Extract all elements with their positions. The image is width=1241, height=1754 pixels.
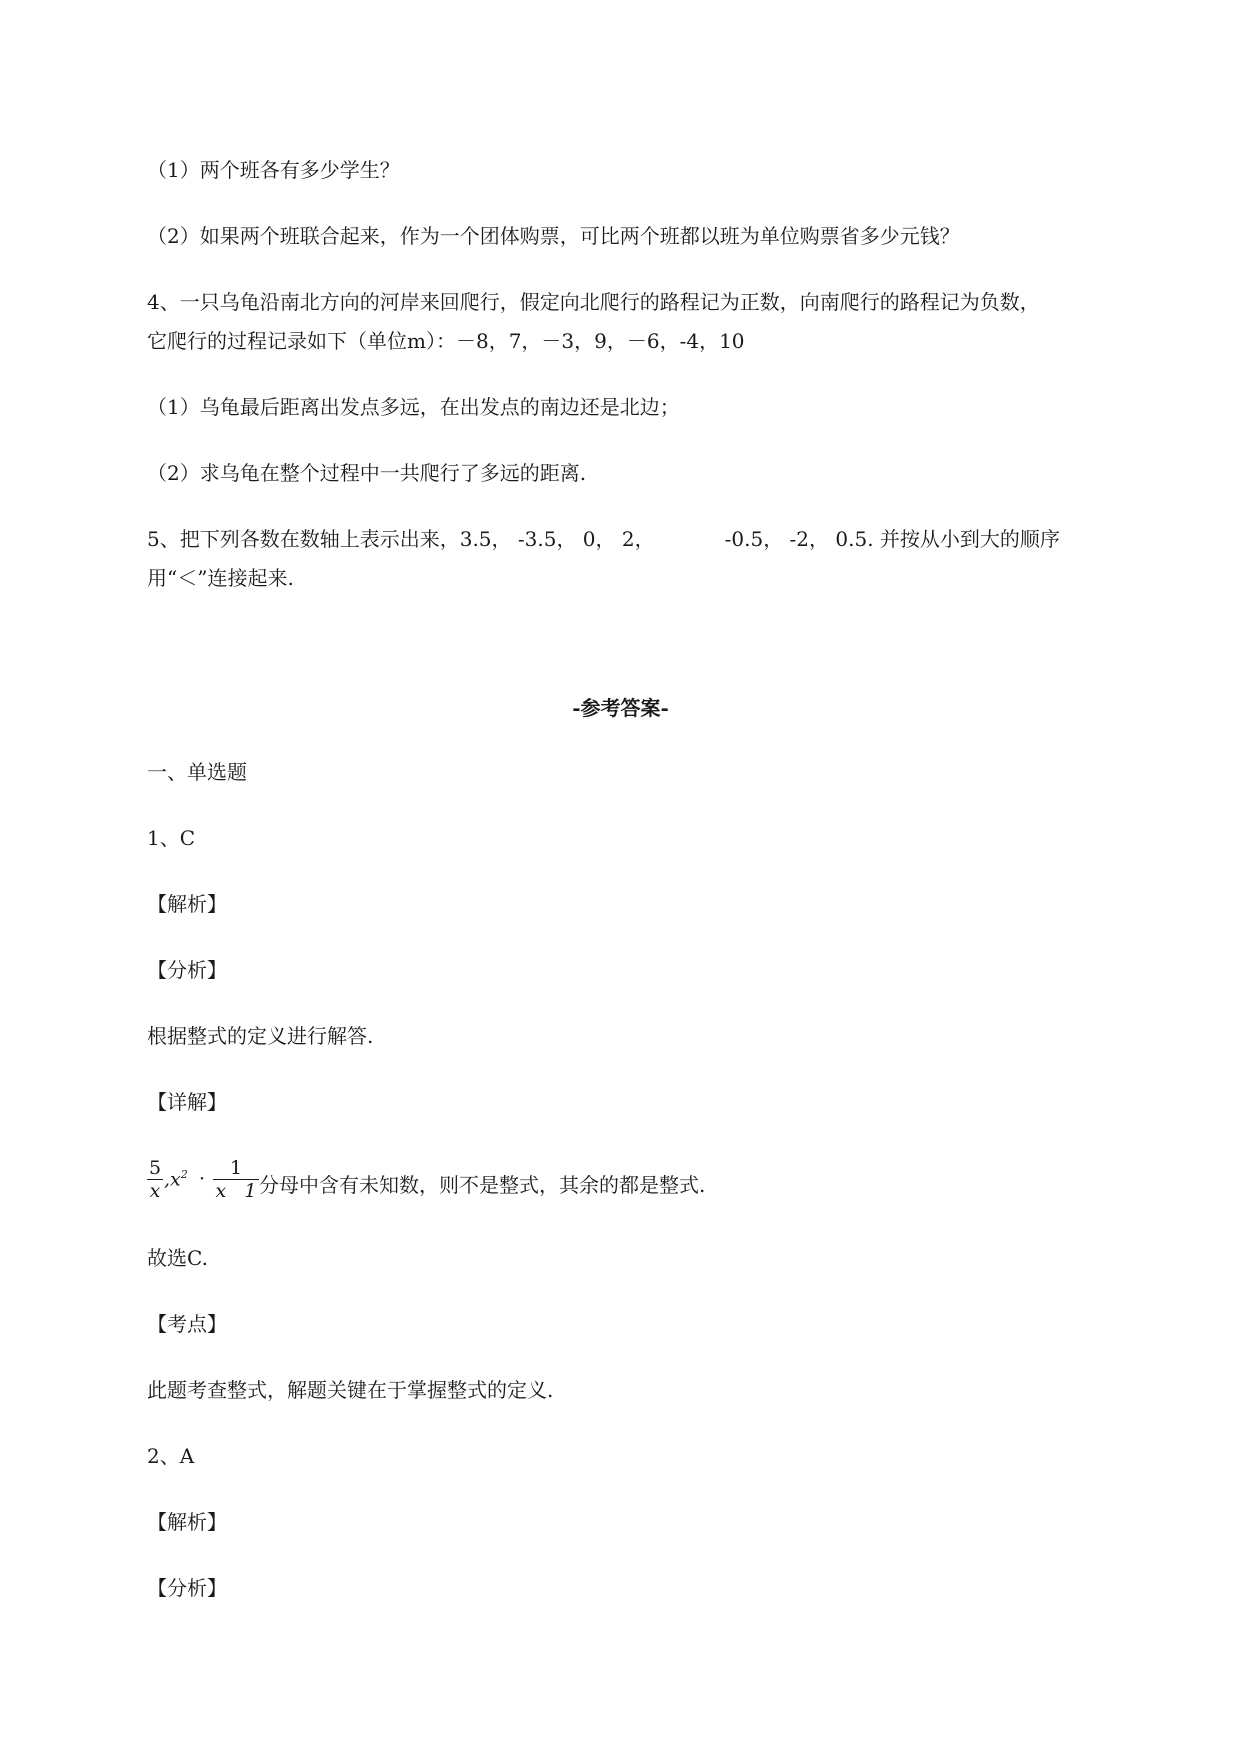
label-kaodian: 【考点】 xyxy=(147,1312,227,1336)
fenxi-text-1: 根据整式的定义进行解答. xyxy=(147,1024,374,1048)
question-5-numbers-b: -0.5， -2， 0.5. 并按从小到大的顺序 xyxy=(724,527,1060,551)
kaodian-text: 此题考查整式，解题关键在于掌握整式的定义. xyxy=(147,1378,554,1402)
question-5-text-line-2: 用“＜”连接起来. xyxy=(147,566,294,590)
answer-1: 1、C xyxy=(147,826,196,850)
question-3-part-1: （1）两个班各有多少学生？ xyxy=(147,158,400,182)
math-separator-dot: · xyxy=(199,1168,206,1190)
label-fenxi-2: 【分析】 xyxy=(147,1576,227,1600)
fraction-5-over-x: 5 x xyxy=(148,1157,162,1202)
fraction-1-over-x-minus-1: 1 x 1 xyxy=(213,1157,259,1202)
answer-2: 2、A xyxy=(147,1444,195,1468)
detail-text: 分母中含有未知数，则不是整式，其余的都是整式. xyxy=(259,1173,706,1197)
choice-conclusion: 故选C. xyxy=(147,1246,208,1270)
question-4-text-line-1: 4、一只乌龟沿南北方向的河岸来回爬行，假定向北爬行的路程记为正数，向南爬行的路程记为负数， xyxy=(147,290,1040,314)
question-5-numbers-a: 5、把下列各数在数轴上表示出来，3.5， -3.5， 0， 2， xyxy=(147,527,655,551)
label-analysis-2: 【解析】 xyxy=(147,1510,227,1534)
question-3-part-2: （2）如果两个班联合起来，作为一个团体购票，可比两个班都以班为单位购票省多少元钱？ xyxy=(147,224,960,248)
question-5-text-line-1 xyxy=(147,525,1060,553)
question-4-part-1: （1）乌龟最后距离出发点多远，在出发点的南边还是北边； xyxy=(147,395,680,419)
question-4-text-line-2: 它爬行的过程记录如下（单位m）：－8，7，－3，9，－6，-4，10 xyxy=(147,329,745,353)
label-analysis-1: 【解析】 xyxy=(147,892,227,916)
section-heading-single-choice: 一、单选题 xyxy=(147,760,247,784)
label-fenxi-1: 【分析】 xyxy=(147,958,227,982)
math-x-squared: $,x^2$ xyxy=(164,1168,188,1191)
answer-key-title: -参考答案- xyxy=(572,696,669,720)
question-4-part-2: （2）求乌龟在整个过程中一共爬行了多远的距离. xyxy=(147,461,587,485)
label-detail-1: 【详解】 xyxy=(147,1090,227,1114)
